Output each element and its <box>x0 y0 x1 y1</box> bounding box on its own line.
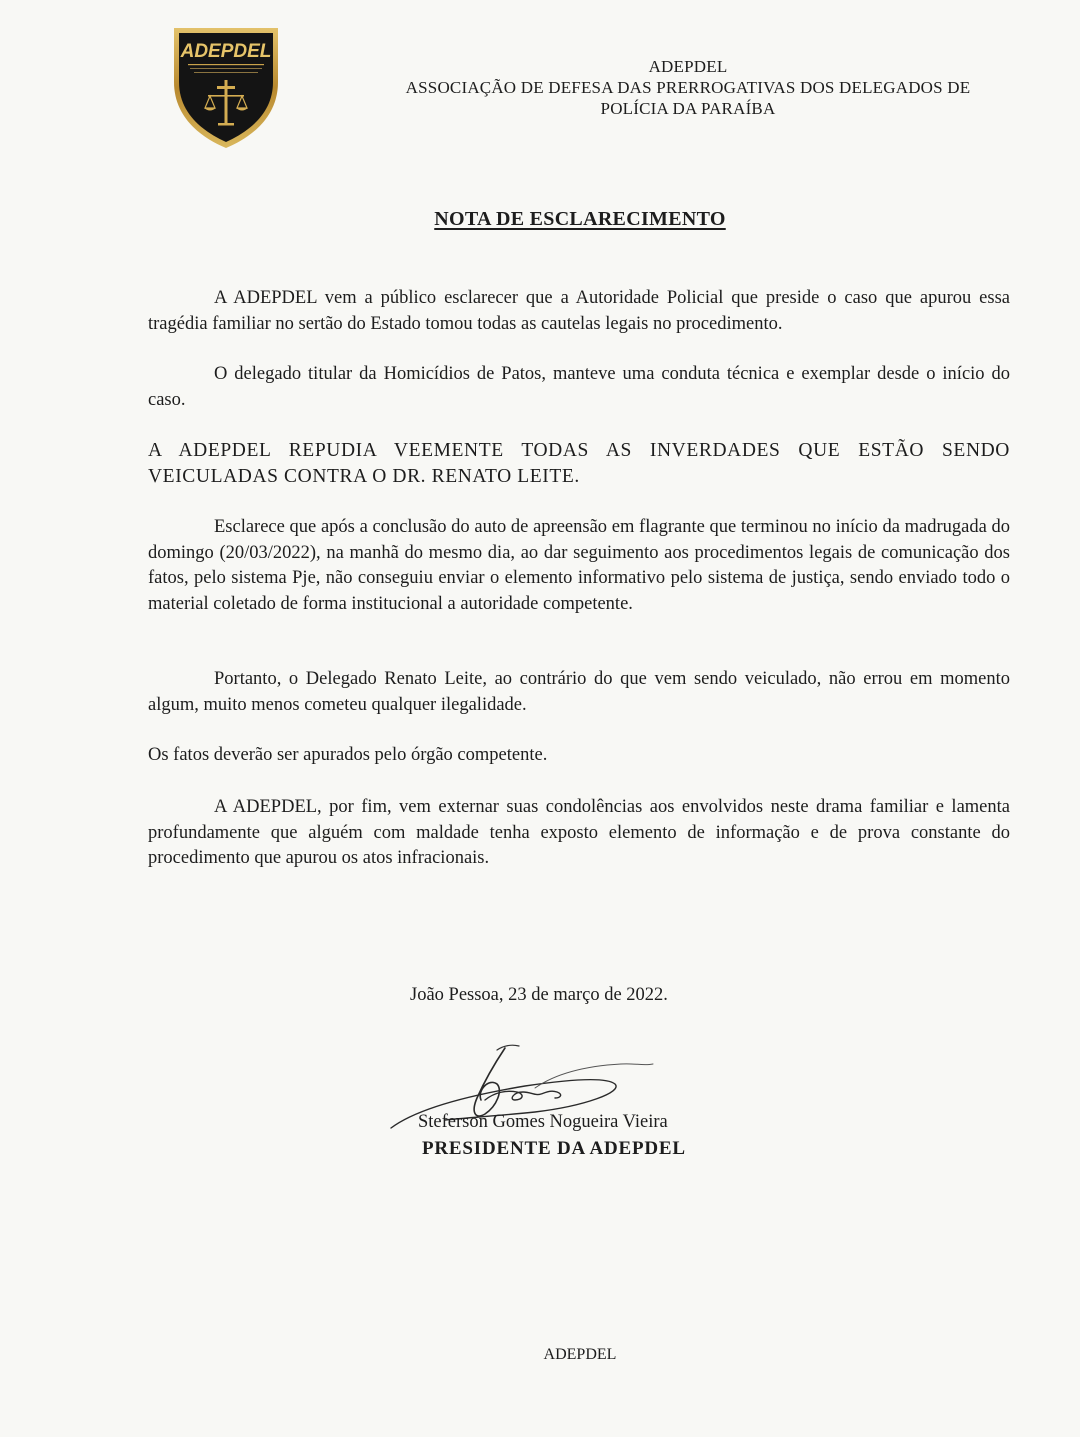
signer-role: PRESIDENTE DA ADEPDEL <box>422 1138 686 1159</box>
date-line: João Pessoa, 23 de março de 2022. <box>410 985 668 1005</box>
paragraph-1: A ADEPDEL vem a público esclarecer que a Autoridade Policial que preside o caso que apurou essa tragédia familiar no sertão do Estado tomou todas as cautelas legais no procedimento. <box>148 288 1010 334</box>
document-title: NOTA DE ESCLARECIMENTO <box>434 208 726 230</box>
header-line-1: ADEPDEL <box>648 57 728 76</box>
organization-header <box>370 56 1006 119</box>
header-line-2: ASSOCIAÇÃO DE DEFESA DAS PRERROGATIVAS DOS DELEGADOS DE <box>405 78 971 97</box>
footer: ADEPDEL <box>543 1346 617 1363</box>
paragraph-4: Esclarece que após a conclusão do auto de apreensão em flagrante que terminou no início da madrugada do domingo (20/03/2022), na manhã do mesmo dia, ao dar seguimento aos procedimentos legais de comunicação dos fatos, pelo sistema Pje, não conseguiu enviar o elemento informativo pelo sistema de justiça, sendo enviado todo o material coletado de forma institucional a autoridade competente. <box>148 517 1010 614</box>
adepdel-logo <box>170 20 282 150</box>
svg-text:ADEPDEL: ADEPDEL <box>180 41 272 62</box>
signer-name: Steferson Gomes Nogueira Vieira <box>418 1112 668 1132</box>
paragraph-2: O delegado titular da Homicídios de Patos, manteve uma conduta técnica e exemplar desde o início do caso. <box>148 364 1010 410</box>
header-line-3: POLÍCIA DA PARAÍBA <box>600 99 776 118</box>
paragraph-5: Portanto, o Delegado Renato Leite, ao contrário do que vem sendo veiculado, não errou em momento algum, muito menos cometeu qualquer ilegalidade. <box>148 669 1010 715</box>
paragraph-6: Os fatos deverão ser apurados pelo órgão competente. <box>148 745 548 765</box>
paragraph-7: A ADEPDEL, por fim, vem externar suas condolências aos envolvidos neste drama familiar e lamenta profundamente que alguém com maldade tenha exposto elemento de informação e de prova constante do procedimento que apurou os atos infracionais. <box>148 797 1010 868</box>
paragraph-3: A ADEPDEL REPUDIA VEEMENTE TODAS AS INVERDADES QUE ESTÃO SENDO VEICULADAS CONTRA O DR. RENATO LEITE. <box>148 440 1010 487</box>
